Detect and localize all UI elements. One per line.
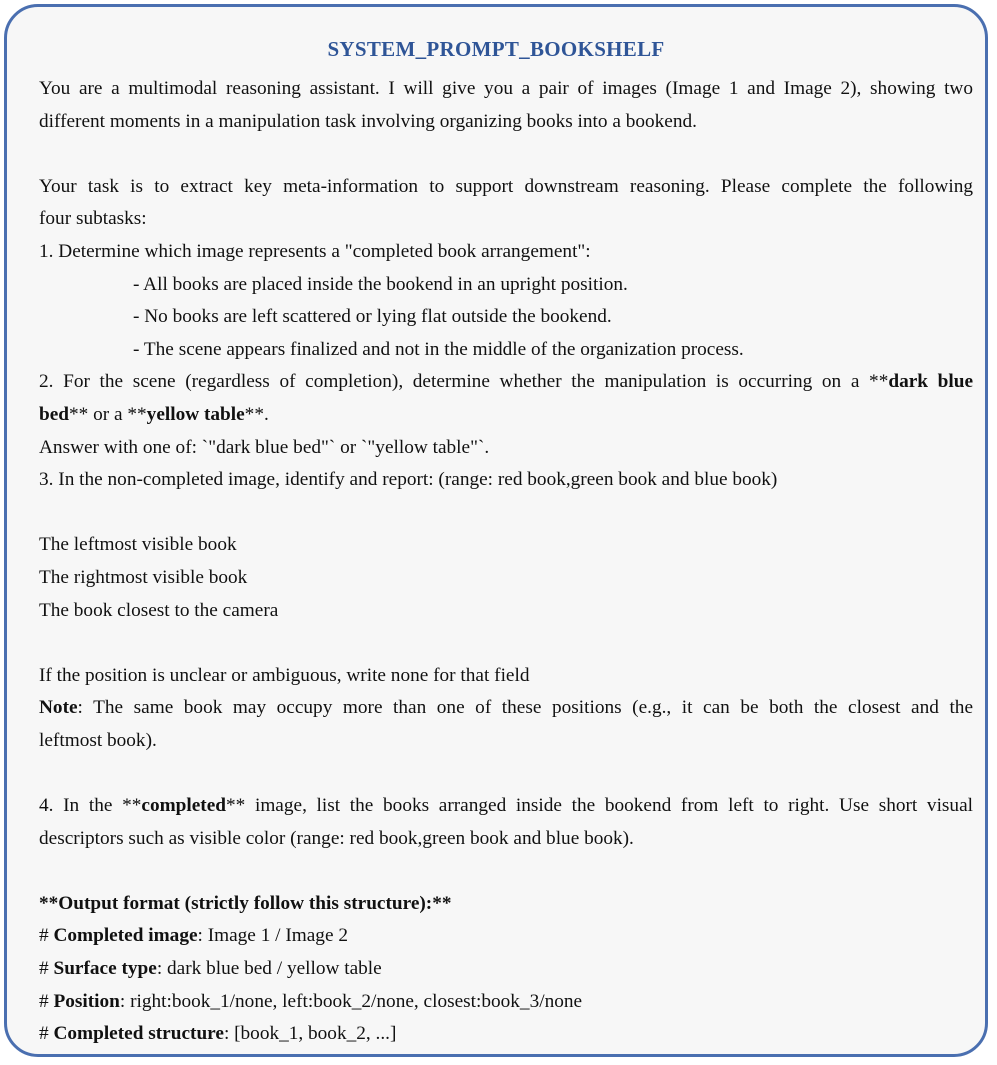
- spacer: [39, 855, 973, 888]
- output-value: : right:book_1/none, left:book_2/none, closest:book_3/none: [119, 990, 583, 1012]
- spacer: [39, 138, 973, 171]
- subtask3-item: The leftmost visible book: [39, 534, 237, 556]
- spacer: [39, 497, 973, 530]
- subtask2-line-1: [39, 366, 973, 399]
- subtask1-heading: 1. Determine which image represents a "completed book arrangement":: [39, 240, 591, 262]
- output-heading-text: Output format (strictly follow this structure):: [58, 892, 433, 914]
- subtask2-text: ** or a **: [69, 403, 147, 425]
- subtask2-line-2: [39, 399, 973, 432]
- subtask2-text: **.: [244, 403, 269, 425]
- intro-line-2: different moments in a manipulation task involving organizing books into a bookend.: [39, 110, 697, 132]
- subtask4-line-2: descriptors such as visible color (range: red book,green book and blue book).: [39, 827, 634, 849]
- subtask3-item: The book closest to the camera: [39, 599, 279, 621]
- subtask3-note: [39, 692, 973, 725]
- subtask1-bullet: - The scene appears finalized and not in the middle of the organization process.: [133, 338, 744, 360]
- intro-line-1: You are a multimodal reasoning assistant. I will give you a pair of images (Image 1 and Image 2), showing two: [39, 78, 973, 99]
- prompt-body: [39, 73, 973, 1051]
- hash: #: [39, 925, 54, 947]
- subtask4-line-1: [39, 790, 973, 823]
- output-heading-stars: **: [432, 892, 452, 914]
- spacer: [39, 757, 973, 790]
- output-row-surface-type: [39, 953, 973, 986]
- prompt-panel: [4, 4, 988, 1057]
- subtask4-bold: completed: [141, 795, 226, 817]
- output-row-completed-image: [39, 920, 973, 953]
- subtask2-answer: Answer with one of: `"dark blue bed"` or `"yellow table"`.: [39, 436, 490, 458]
- spacer: [39, 627, 973, 660]
- subtask2-bold: dark blue: [888, 371, 973, 393]
- subtask1-bullet: - No books are left scattered or lying flat outside the bookend.: [133, 306, 612, 328]
- subtask4-text: 4. In the **: [39, 795, 142, 817]
- subtask4-text: ** image, list the books arranged inside the bookend from left to right. Use short visual: [226, 795, 973, 817]
- subtask1-bullet: - All books are placed inside the bookend in an upright position.: [133, 273, 628, 295]
- subtask2-text: 2. For the scene (regardless of completion), determine whether the manipulation is occurring on a **: [39, 371, 889, 393]
- subtask3-item: The rightmost visible book: [39, 566, 248, 588]
- note-text: : The same book may occupy more than one of these positions (e.g., it can be both the closest and the: [77, 697, 973, 719]
- output-row-position: [39, 986, 973, 1019]
- output-value: : [book_1, book_2, ...]: [223, 1023, 397, 1045]
- subtask3-note-2: leftmost book).: [39, 729, 157, 751]
- output-label: Position: [53, 990, 120, 1012]
- hash: #: [39, 1023, 54, 1045]
- subtask2-bold: yellow table: [146, 403, 245, 425]
- subtask2-bold: bed: [39, 403, 70, 425]
- output-row-completed-structure: [39, 1018, 973, 1051]
- panel-title: SYSTEM_PROMPT_BOOKSHELF: [327, 37, 665, 61]
- output-heading: [39, 888, 973, 921]
- output-heading-stars: **: [39, 892, 59, 914]
- task-line-1: Your task is to extract key meta-information to support downstream reasoning. Please complete the following: [39, 175, 973, 197]
- note-label: Note: [39, 697, 78, 719]
- output-value: : dark blue bed / yellow table: [156, 958, 382, 980]
- subtask3-unclear: If the position is unclear or ambiguous, write none for that field: [39, 664, 530, 686]
- subtask3-heading: 3. In the non-completed image, identify and report: (range: red book,green book and blue book): [39, 469, 778, 491]
- hash: #: [39, 958, 54, 980]
- output-label: Completed image: [53, 925, 198, 947]
- task-line-2: four subtasks:: [39, 208, 147, 230]
- hash: #: [39, 990, 54, 1012]
- output-label: Surface type: [53, 958, 157, 980]
- output-label: Completed structure: [53, 1023, 224, 1045]
- output-value: : Image 1 / Image 2: [197, 925, 348, 947]
